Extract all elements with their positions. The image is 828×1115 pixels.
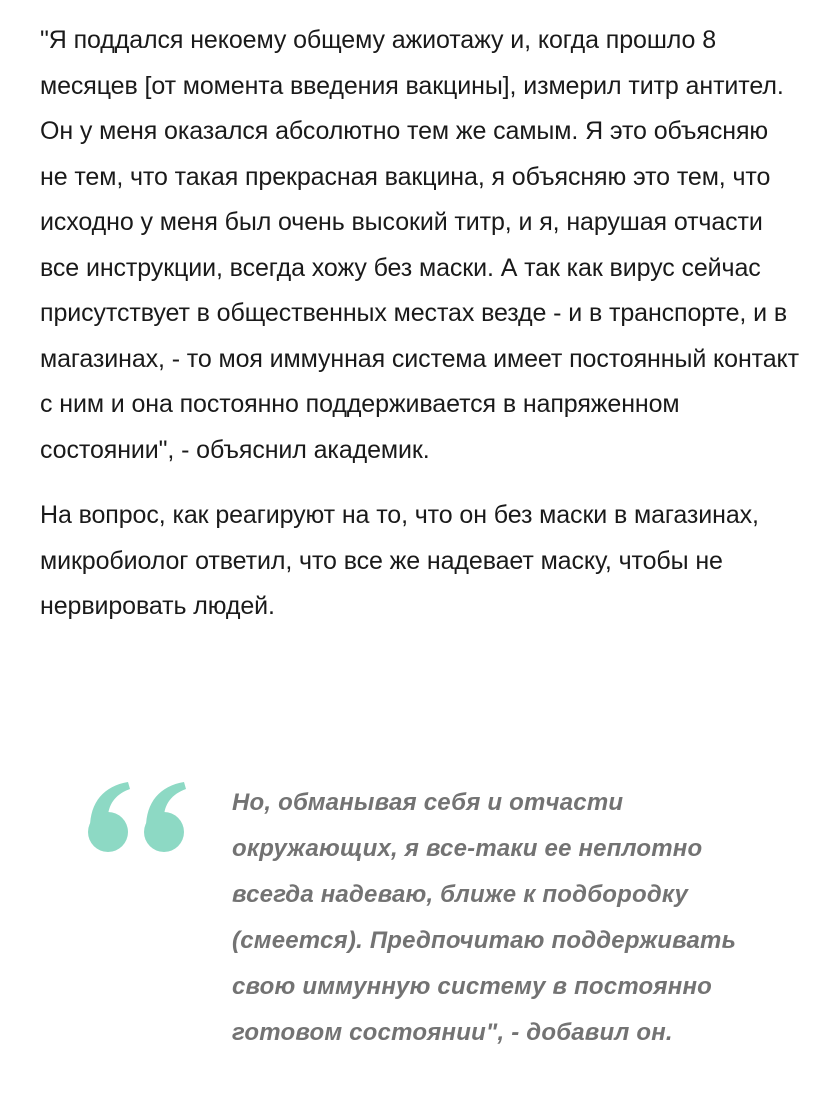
article-body [40,18,800,630]
quotation-marks-icon [84,780,194,860]
article-paragraph-mask: На вопрос, как реагируют на то, что он без маски в магазинах, микробиолог ответил, что все же надевает маску, чтобы не нервировать людей. [40,501,759,620]
pull-quote-text: Но, обманывая себя и отчасти окружающих, я все-таки ее неплотно всегда надеваю, ближе к подбородку (смеется). Предпочитаю поддерживать свою иммунную систему в постоянно готовом состоянии", - добавил он. [232,789,737,1046]
article-paragraph-quote: "Я поддался некоему общему ажиотажу и, когда прошло 8 месяцев [от момента введения вакцины], измерил титр антител. Он у меня оказался абсолютно тем же самым. Я это объясняю не тем, что такая прекрасная вакцина, я объясняю это тем, что исходно у меня был очень высокий титр, и я, нарушая отчасти все инструкции, всегда хожу без маски. А так как вирус сейчас присутствует в общественных местах везде - и в транспорте, и в магазинах, - то моя иммунная система имеет постоянный контакт с ним и она постоянно поддерживается в напряженном состоянии", - объяснил академик. [40,26,800,464]
pull-quote [84,780,784,1100]
